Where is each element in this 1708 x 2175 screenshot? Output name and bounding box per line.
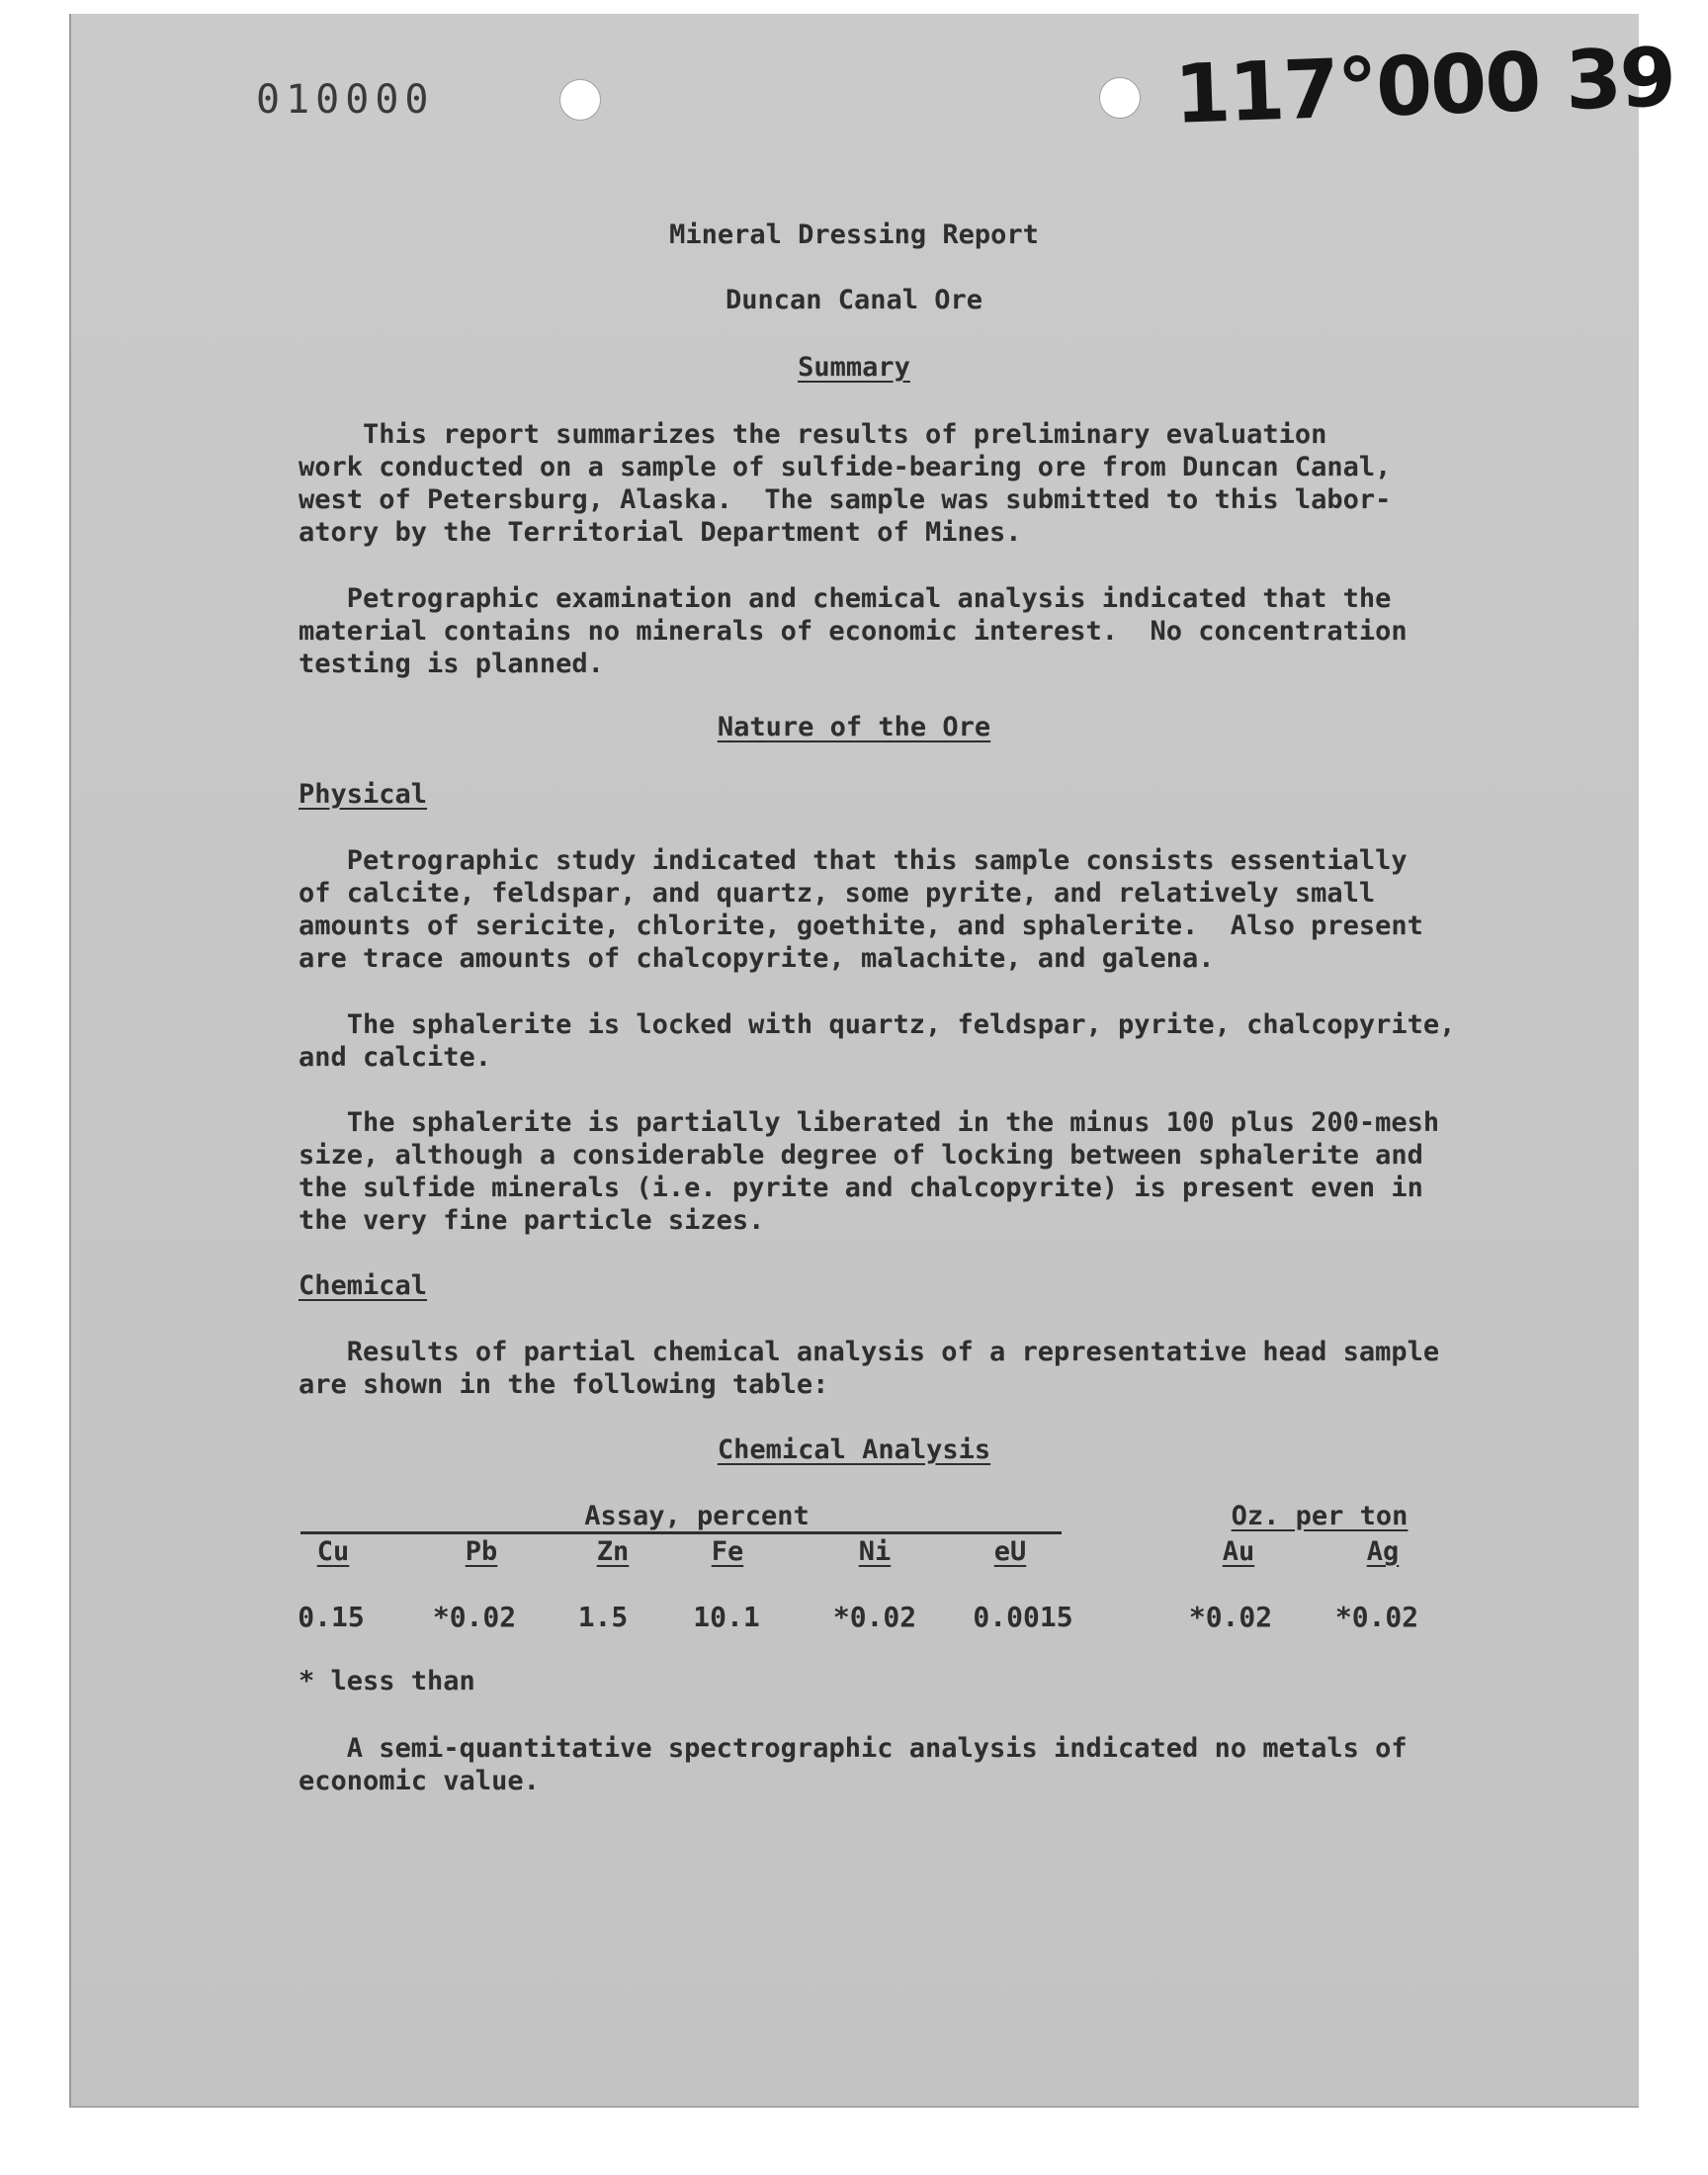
summary-paragraph-2: Petrographic examination and chemical analysis indicated that the material contains no minerals of economic interest. No concentration testing is planned. bbox=[299, 583, 1408, 679]
punch-hole bbox=[559, 79, 601, 121]
chemical-intro: Results of partial chemical analysis of a representative head sample are shown in the following table: bbox=[299, 1337, 1440, 1400]
summary-heading: Summary bbox=[798, 352, 910, 383]
value-eu: 0.0015 bbox=[973, 1601, 1073, 1633]
closing-paragraph: A semi-quantitative spectrographic analysis indicated no metals of economic value. bbox=[299, 1733, 1408, 1796]
oz-group-label: Oz. per ton bbox=[1231, 1501, 1409, 1531]
value-ni: *0.02 bbox=[832, 1601, 917, 1633]
table-title: Chemical Analysis bbox=[717, 1435, 991, 1465]
value-ag: *0.02 bbox=[1334, 1601, 1419, 1633]
col-header-fe: Fe bbox=[711, 1536, 744, 1567]
col-header-zn: Zn bbox=[596, 1536, 630, 1567]
value-fe: 10.1 bbox=[693, 1601, 760, 1633]
physical-heading: Physical bbox=[299, 779, 428, 810]
report-title: Mineral Dressing Report bbox=[669, 219, 1039, 250]
col-header-pb: Pb bbox=[465, 1536, 498, 1567]
physical-paragraph-2: The sphalerite is locked with quartz, feldspar, pyrite, chalcopyrite, and calcite. bbox=[299, 1009, 1456, 1073]
value-zn: 1.5 bbox=[577, 1601, 629, 1633]
col-header-eu: eU bbox=[993, 1536, 1027, 1567]
col-header-au: Au bbox=[1222, 1536, 1255, 1567]
col-header-cu: Cu bbox=[316, 1536, 350, 1567]
value-au: *0.02 bbox=[1188, 1601, 1273, 1633]
assay-group-label: Assay, percent bbox=[584, 1501, 810, 1531]
chemical-heading: Chemical bbox=[299, 1270, 428, 1301]
punch-hole bbox=[1099, 77, 1141, 119]
nature-heading: Nature of the Ore bbox=[717, 712, 991, 742]
value-cu: 0.15 bbox=[298, 1601, 365, 1633]
col-header-ni: Ni bbox=[858, 1536, 892, 1567]
document-number: 010000 bbox=[256, 77, 435, 123]
handwritten-number: 117°000 39 bbox=[1172, 31, 1676, 142]
table-footnote: * less than bbox=[299, 1666, 475, 1696]
assay-rule bbox=[300, 1531, 1062, 1534]
value-pb: *0.02 bbox=[432, 1601, 517, 1633]
col-header-ag: Ag bbox=[1366, 1536, 1400, 1567]
summary-paragraph-1: This report summarizes the results of preliminary evaluation work conducted on a sample of sulfide-bearing ore from Duncan Canal, west of Petersburg, Alaska. The sample was submitted to this labor- atory by the Territorial Department of Mines. bbox=[299, 419, 1392, 548]
physical-paragraph-1: Petrographic study indicated that this sample consists essentially of calcite, feldspar, and quartz, some pyrite, and relatively small amounts of sericite, chlorite, goethite, and sphalerite. Also present are trace amounts of chalcopyrite, malachite, and galena. bbox=[299, 845, 1423, 974]
report-subtitle: Duncan Canal Ore bbox=[725, 285, 983, 315]
physical-paragraph-3: The sphalerite is partially liberated in the minus 100 plus 200-mesh size, although a considerable degree of locking between sphalerite and the sulfide minerals (i.e. pyrite and chalcopyrite) is present even in the very fine particle sizes. bbox=[299, 1107, 1440, 1236]
